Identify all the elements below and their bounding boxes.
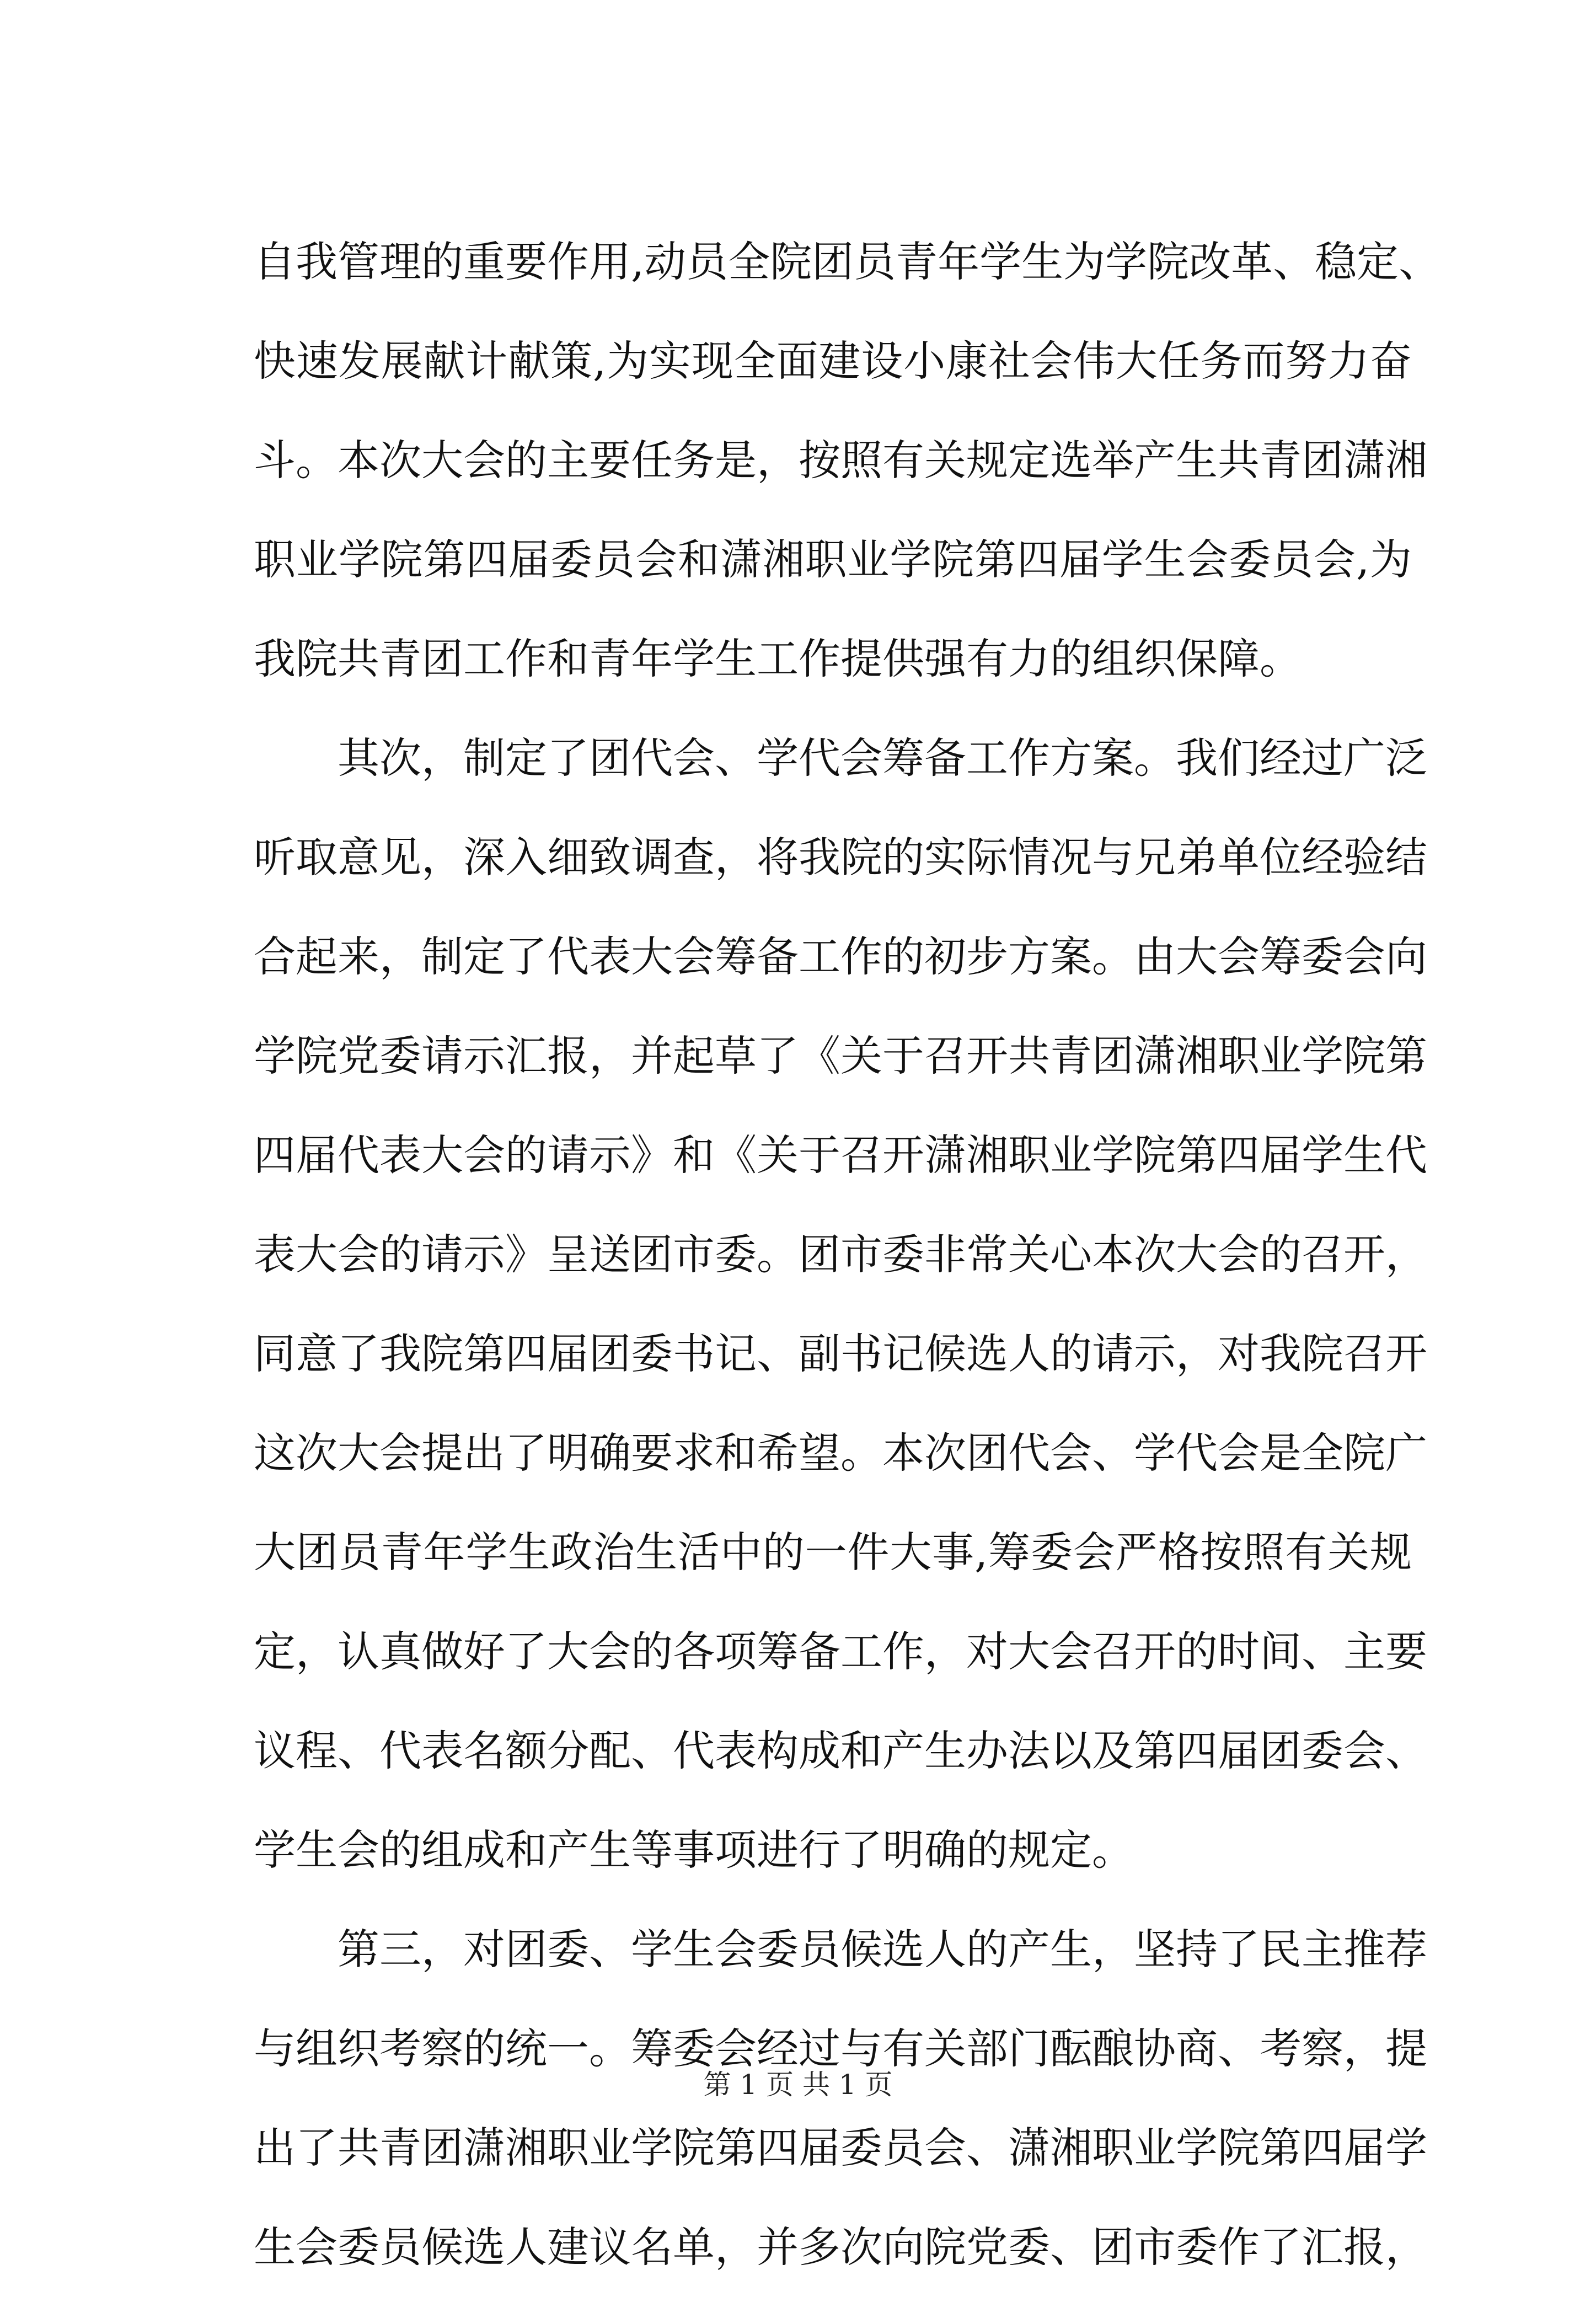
text-line: 学院党委请示汇报，并起草了《关于召开共青团潇湘职业学院第 [254,1031,1427,1080]
text-line: 出了共青团潇湘职业学院第四届委员会、潇湘职业学院第四届学 [254,2123,1427,2172]
text-line: 大团员青年学生政治生活中的一件大事,筹委会严格按照有关规 [254,1528,1412,1577]
text-line: 定，认真做好了大会的各项筹备工作，对大会召开的时间、主要 [254,1627,1427,1676]
text-line: 自我管理的重要作用,动员全院团员青年学生为学院改革、稳定、 [254,237,1441,286]
text-line: 职业学院第四届委员会和潇湘职业学院第四届学生会委员会,为 [254,535,1412,584]
text-line: 与组织考察的统一。筹委会经过与有关部门酝酿协商、考察，提 [254,2024,1427,2073]
text-line: 表大会的请示》呈送团市委。团市委非常关心本次大会的召开， [254,1230,1427,1279]
text-line: 其次，制定了团代会、学代会筹备工作方案。我们经过广泛 [254,733,1427,783]
text-line: 斗。本次大会的主要任务是，按照有关规定选举产生共青团潇湘 [254,436,1427,485]
text-line: 听取意见，深入细致调查，将我院的实际情况与兄弟单位经验结 [254,833,1427,882]
document-body [254,212,1441,2297]
page-number-footer: 第 1 页 共 1 页 [703,2069,893,2101]
text-line: 快速发展献计献策,为实现全面建设小康社会伟大任务而努力奋 [254,336,1412,385]
text-line: 生会委员候选人建议名单，并多次向院党委、团市委作了汇报， [254,2223,1427,2272]
text-line: 学生会的组成和产生等事项进行了明确的规定。 [254,1825,1134,1875]
text-line: 第三，对团委、学生会委员候选人的产生，坚持了民主推荐 [254,1925,1427,1974]
text-line: 这次大会提出了明确要求和希望。本次团代会、学代会是全院广 [254,1428,1427,1477]
text-line: 四届代表大会的请示》和《关于召开潇湘职业学院第四届学生代 [254,1131,1427,1180]
text-line: 同意了我院第四届团委书记、副书记候选人的请示，对我院召开 [254,1329,1427,1378]
text-line: 合起来，制定了代表大会筹备工作的初步方案。由大会筹委会向 [254,932,1427,981]
text-line: 议程、代表名额分配、代表构成和产生办法以及第四届团委会、 [254,1726,1427,1775]
text-line: 我院共青团工作和青年学生工作提供强有力的组织保障。 [254,634,1302,683]
